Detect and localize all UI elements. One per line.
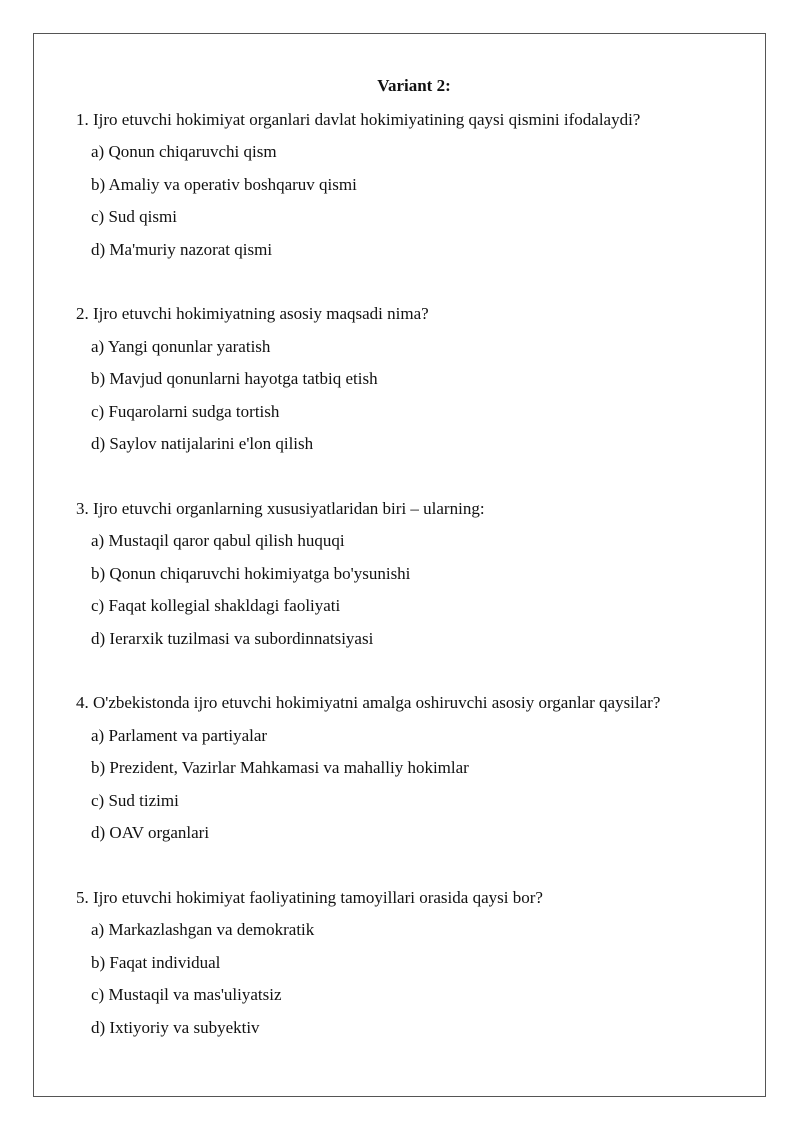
question-3: 3. Ijro etuvchi organlarning xususiyatlaridan biri – ularning:	[76, 499, 485, 518]
question-4-option-b: b) Prezident, Vazirlar Mahkamasi va mahalliy hokimlar	[91, 758, 469, 777]
question-1-option-a: a) Qonun chiqaruvchi qism	[91, 142, 277, 161]
question-1-option-c: c) Sud qismi	[91, 207, 177, 226]
question-2: 2. Ijro etuvchi hokimiyatning asosiy maqsadi nima?	[76, 304, 429, 323]
question-5-option-c: c) Mustaqil va mas'uliyatsiz	[91, 985, 282, 1004]
question-4-option-c: c) Sud tizimi	[91, 791, 179, 810]
question-2-option-d: d) Saylov natijalarini e'lon qilish	[91, 434, 314, 453]
page-title: Variant 2:	[377, 76, 451, 95]
question-2-option-b: b) Mavjud qonunlarni hayotga tatbiq etish	[91, 369, 378, 388]
question-1-option-d: d) Ma'muriy nazorat qismi	[91, 240, 273, 259]
question-5: 5. Ijro etuvchi hokimiyat faoliyatining tamoyillari orasida qaysi bor?	[76, 888, 543, 907]
question-5-option-b: b) Faqat individual	[91, 953, 221, 972]
question-4-option-d: d) OAV organlari	[91, 823, 210, 842]
question-2-option-a: a) Yangi qonunlar yaratish	[91, 337, 271, 356]
question-1-option-b: b) Amaliy va operativ boshqaruv qismi	[91, 175, 357, 194]
question-3-option-a: a) Mustaqil qaror qabul qilish huquqi	[91, 531, 345, 550]
question-5-option-d: d) Ixtiyoriy va subyektiv	[91, 1018, 260, 1037]
question-3-option-c: c) Faqat kollegial shakldagi faoliyati	[91, 596, 341, 615]
question-5-option-a: a) Markazlashgan va demokratik	[91, 920, 315, 939]
question-2-option-c: c) Fuqarolarni sudga tortish	[91, 402, 280, 421]
question-3-option-d: d) Ierarxik tuzilmasi va subordinnatsiyasi	[91, 629, 374, 648]
question-4-option-a: a) Parlament va partiyalar	[91, 726, 268, 745]
question-1: 1. Ijro etuvchi hokimiyat organlari davlat hokimiyatining qaysi qismini ifodalaydi?	[76, 110, 641, 129]
question-3-option-b: b) Qonun chiqaruvchi hokimiyatga bo'ysunishi	[91, 564, 411, 583]
question-4: 4. O'zbekistonda ijro etuvchi hokimiyatni amalga oshiruvchi asosiy organlar qaysilar?	[76, 693, 661, 712]
